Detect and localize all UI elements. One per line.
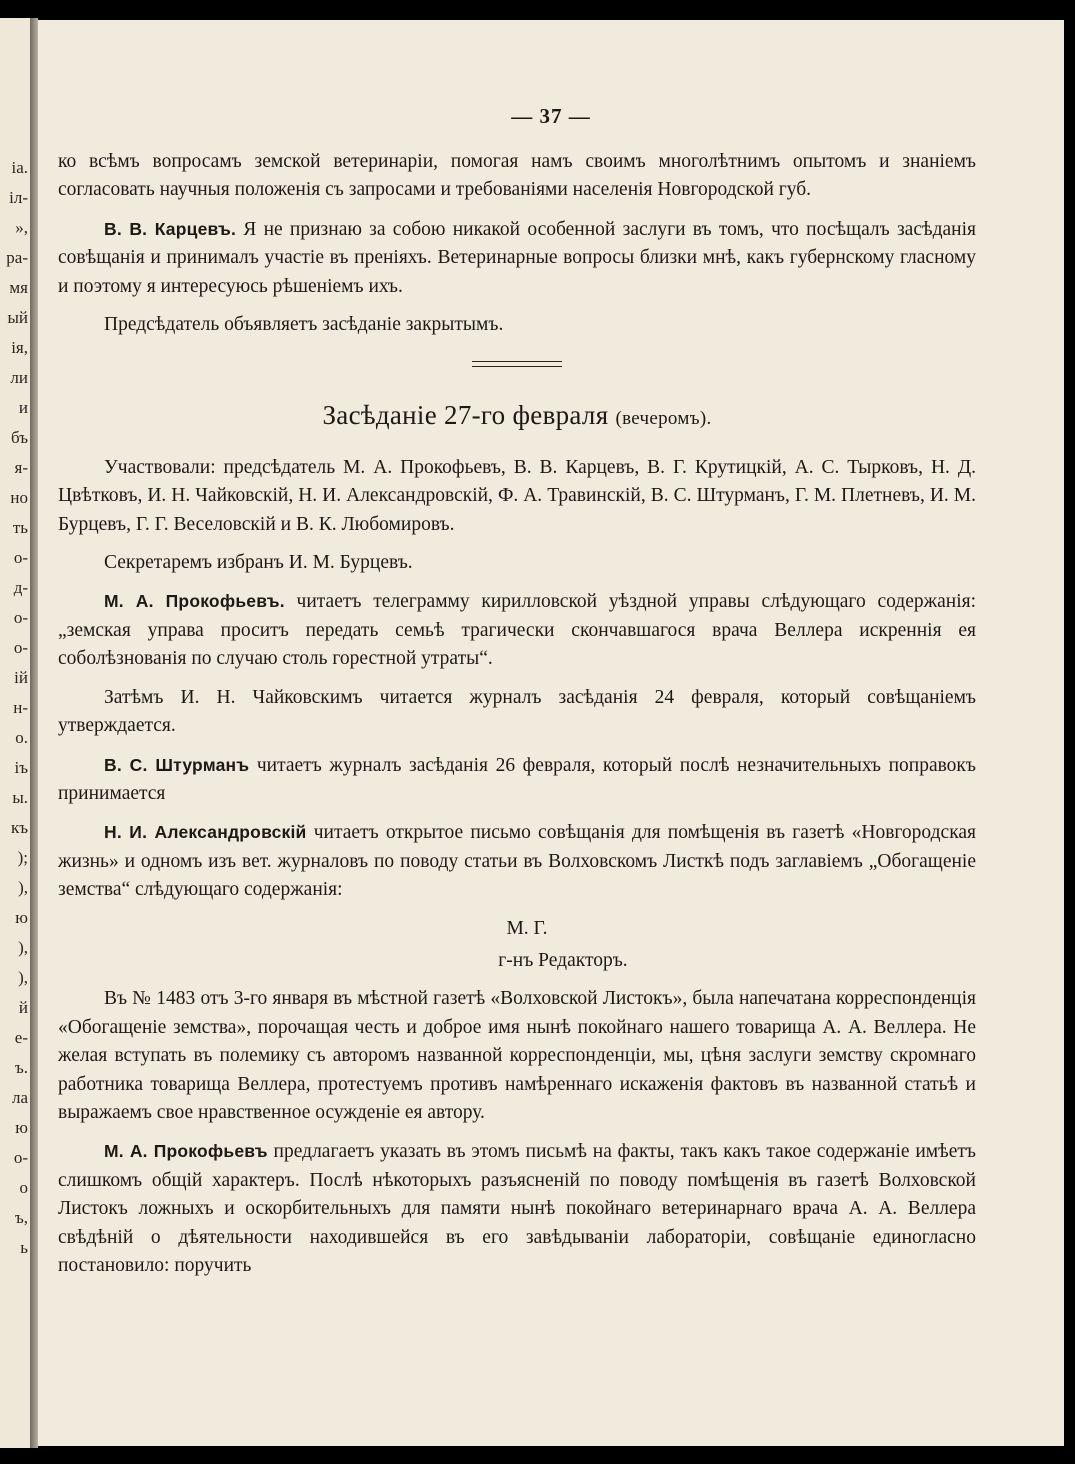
paragraph-text: читаетъ открытое письмо совѣщанія для помѣщенія въ газетѣ «Новгородская жизнь» и одномъ изъ вет. журналовъ по поводу статьи въ Волховскомъ Листкѣ подъ заглавіемъ „Обогащеніе земства“ слѣдующаго содержанія: — [58, 822, 976, 901]
paragraph-text: Я не признаю за собою никакой особенной заслуги въ томъ, что посѣщалъ засѣданія совѣщанія и принималъ участіе въ преніяхъ. Ветеринарные вопросы близки мнѣ, какъ губернскому гласному и поэтому я интересуюсь рѣшеніемъ ихъ. — [58, 218, 976, 297]
paragraph-text: предлагаетъ указать въ этомъ письмѣ на факты, такъ какъ такое содержаніе имѣетъ слишкомъ общій характеръ. Послѣ нѣкоторыхъ разъясненій по поводу помѣщенія въ газетѣ Волховской Листокъ ложныхъ и оскорбительныхъ для памяти нынѣ покойнаго ветеринарнаго врача А. А. Веллера свѣдѣній о дѣятельности находившейся въ его завѣдываніи лабораторіи, совѣщаніе единогласно постановило: поручить — [58, 1141, 976, 1276]
speaker-name: В. С. Штурманъ — [104, 754, 250, 775]
previous-page-fragment: ю — [15, 1118, 28, 1137]
letter-addressee: г-нъ Редакторъ. — [498, 949, 628, 971]
previous-page-fragment: ); — [17, 848, 28, 867]
previous-page-fragment: іъ — [14, 758, 28, 777]
previous-page-fragment: ли — [10, 368, 28, 387]
previous-page-fragment: ый — [7, 308, 28, 327]
speaker-name: М. А. Прокофьевъ. — [104, 591, 285, 612]
paragraph-prokofiev-proposal — [58, 1137, 976, 1280]
paragraph-session-closed: Предсѣдатель объявляетъ засѣданіе закрытымъ. — [104, 314, 504, 336]
previous-page-fragment: о- — [13, 638, 28, 657]
previous-page-fragment: о — [19, 1178, 28, 1197]
section-divider — [472, 361, 562, 367]
previous-page-fragment: о. — [15, 728, 28, 747]
paragraph-continuation: ко всѣмъ вопросамъ земской ветеринаріи, помогая намъ своимъ многолѣтнимъ опытомъ и знаніемъ согласовать научныя положенія съ запросами и требованіями населенія Новгородской губ. — [58, 151, 976, 201]
paragraph-text: читаетъ журналъ засѣданія 26 февраля, который послѣ незначительныхъ поправокъ принимается — [58, 754, 976, 804]
previous-page-fragment: о- — [13, 548, 28, 567]
previous-page-fragment: о- — [13, 608, 28, 627]
previous-page-fragment: ла — [11, 1088, 28, 1107]
document-page — [38, 20, 1064, 1446]
paragraph-letter-body: Въ № 1483 отъ 3-го января въ мѣстной газетѣ «Волховской Листокъ», была напечатана корреспонденція «Обогащеніе земства», порочащая честь и доброе имя нынѣ покойнаго нашего товарища А. А. Веллера. Не желая вступать въ полемику съ авторомъ названной корреспонденціи, мы, цѣня заслуги земству скромнаго работника товарища Веллера, протестуемъ противъ намѣреннаго искаженія фактовъ въ названной статьѣ и выражаемъ свое нравственное осужденіе ея автору. — [58, 988, 976, 1123]
paragraph-journal-24: Затѣмъ И. Н. Чайковскимъ читается журналъ засѣданія 24 февраля, который совѣщаніемъ утверждается. — [58, 686, 976, 737]
previous-page-fragment: й — [18, 998, 28, 1017]
previous-page-fragment: я- — [14, 458, 28, 477]
paragraph-telegram — [58, 587, 976, 673]
previous-page-fragment: къ — [10, 818, 28, 837]
previous-page-fragment: ю — [15, 908, 28, 927]
previous-page-fragment: ія, — [11, 338, 28, 357]
section-heading — [58, 401, 976, 433]
previous-page-fragment: іа. — [11, 158, 28, 177]
paragraph-secretary: Секретаремъ избранъ И. М. Бурцевъ. — [104, 552, 413, 574]
page-number: — 37 — — [511, 104, 591, 128]
speaker-name: В. В. Карцевъ. — [104, 218, 237, 239]
page-content — [58, 148, 976, 1290]
paragraph-open-letter — [58, 818, 976, 904]
previous-page-fragment: ), — [18, 938, 28, 957]
speaker-name: Н. И. Александровскій — [104, 822, 307, 843]
paragraph-journal-26 — [58, 751, 976, 809]
previous-page-fragment: бъ — [10, 428, 28, 447]
previous-page-fragment: ра- — [6, 248, 28, 267]
previous-page-fragment: мя — [9, 278, 28, 297]
previous-page-fragment: ь — [20, 1238, 28, 1257]
heading-title: Засѣданіе 27-го февраля — [322, 400, 609, 431]
paragraph-kartsev-reply — [58, 215, 976, 301]
speaker-name: М. А. Прокофьевъ — [104, 1141, 268, 1162]
previous-page-fragment: ъ, — [14, 1208, 28, 1227]
paragraph-participants: Участвовали: предсѣдатель М. А. Прокофьевъ, В. В. Карцевъ, В. Г. Крутицкій, А. С. Тырковъ, Н. Д. Цвѣтковъ, И. Н. Чайковскій, Н. И. Александровскій, Ф. А. Травинскій, В. С. Штурманъ, Г. М. Плетневъ, И. М. Бурцевъ, Г. Г. Веселовскій и В. К. Любомировъ. — [58, 456, 976, 535]
previous-page-fragment: ій — [14, 668, 28, 687]
previous-page-fragment: ), — [18, 968, 28, 987]
paragraph-text: читаетъ телеграмму кирилловской уѣздной управы слѣдующаго содержанія: „земская управа проситъ передать семьѣ трагически скончавшагося врача Веллера искреннія ея соболѣзнованія по случаю столь горестной утраты“. — [58, 591, 977, 670]
previous-page-fragment: д- — [13, 578, 28, 597]
previous-page-fragment: н- — [13, 698, 28, 717]
previous-page-fragment: и — [18, 398, 28, 417]
previous-page-fragment: о- — [13, 1148, 28, 1167]
previous-page-edge — [0, 18, 30, 1448]
book-gutter — [30, 18, 38, 1448]
previous-page-fragment: ), — [18, 878, 28, 897]
previous-page-fragment: ть — [12, 518, 28, 537]
previous-page-fragment: ъ. — [14, 1058, 28, 1077]
previous-page-fragment: е- — [14, 1028, 28, 1047]
previous-page-fragment: ы. — [12, 788, 28, 807]
previous-page-fragment: но — [10, 488, 28, 507]
previous-page-fragment: », — [15, 218, 28, 237]
heading-note: (вечеромъ). — [615, 408, 712, 430]
letter-salutation: М. Г. — [506, 917, 548, 939]
previous-page-fragment: іл- — [9, 188, 28, 207]
